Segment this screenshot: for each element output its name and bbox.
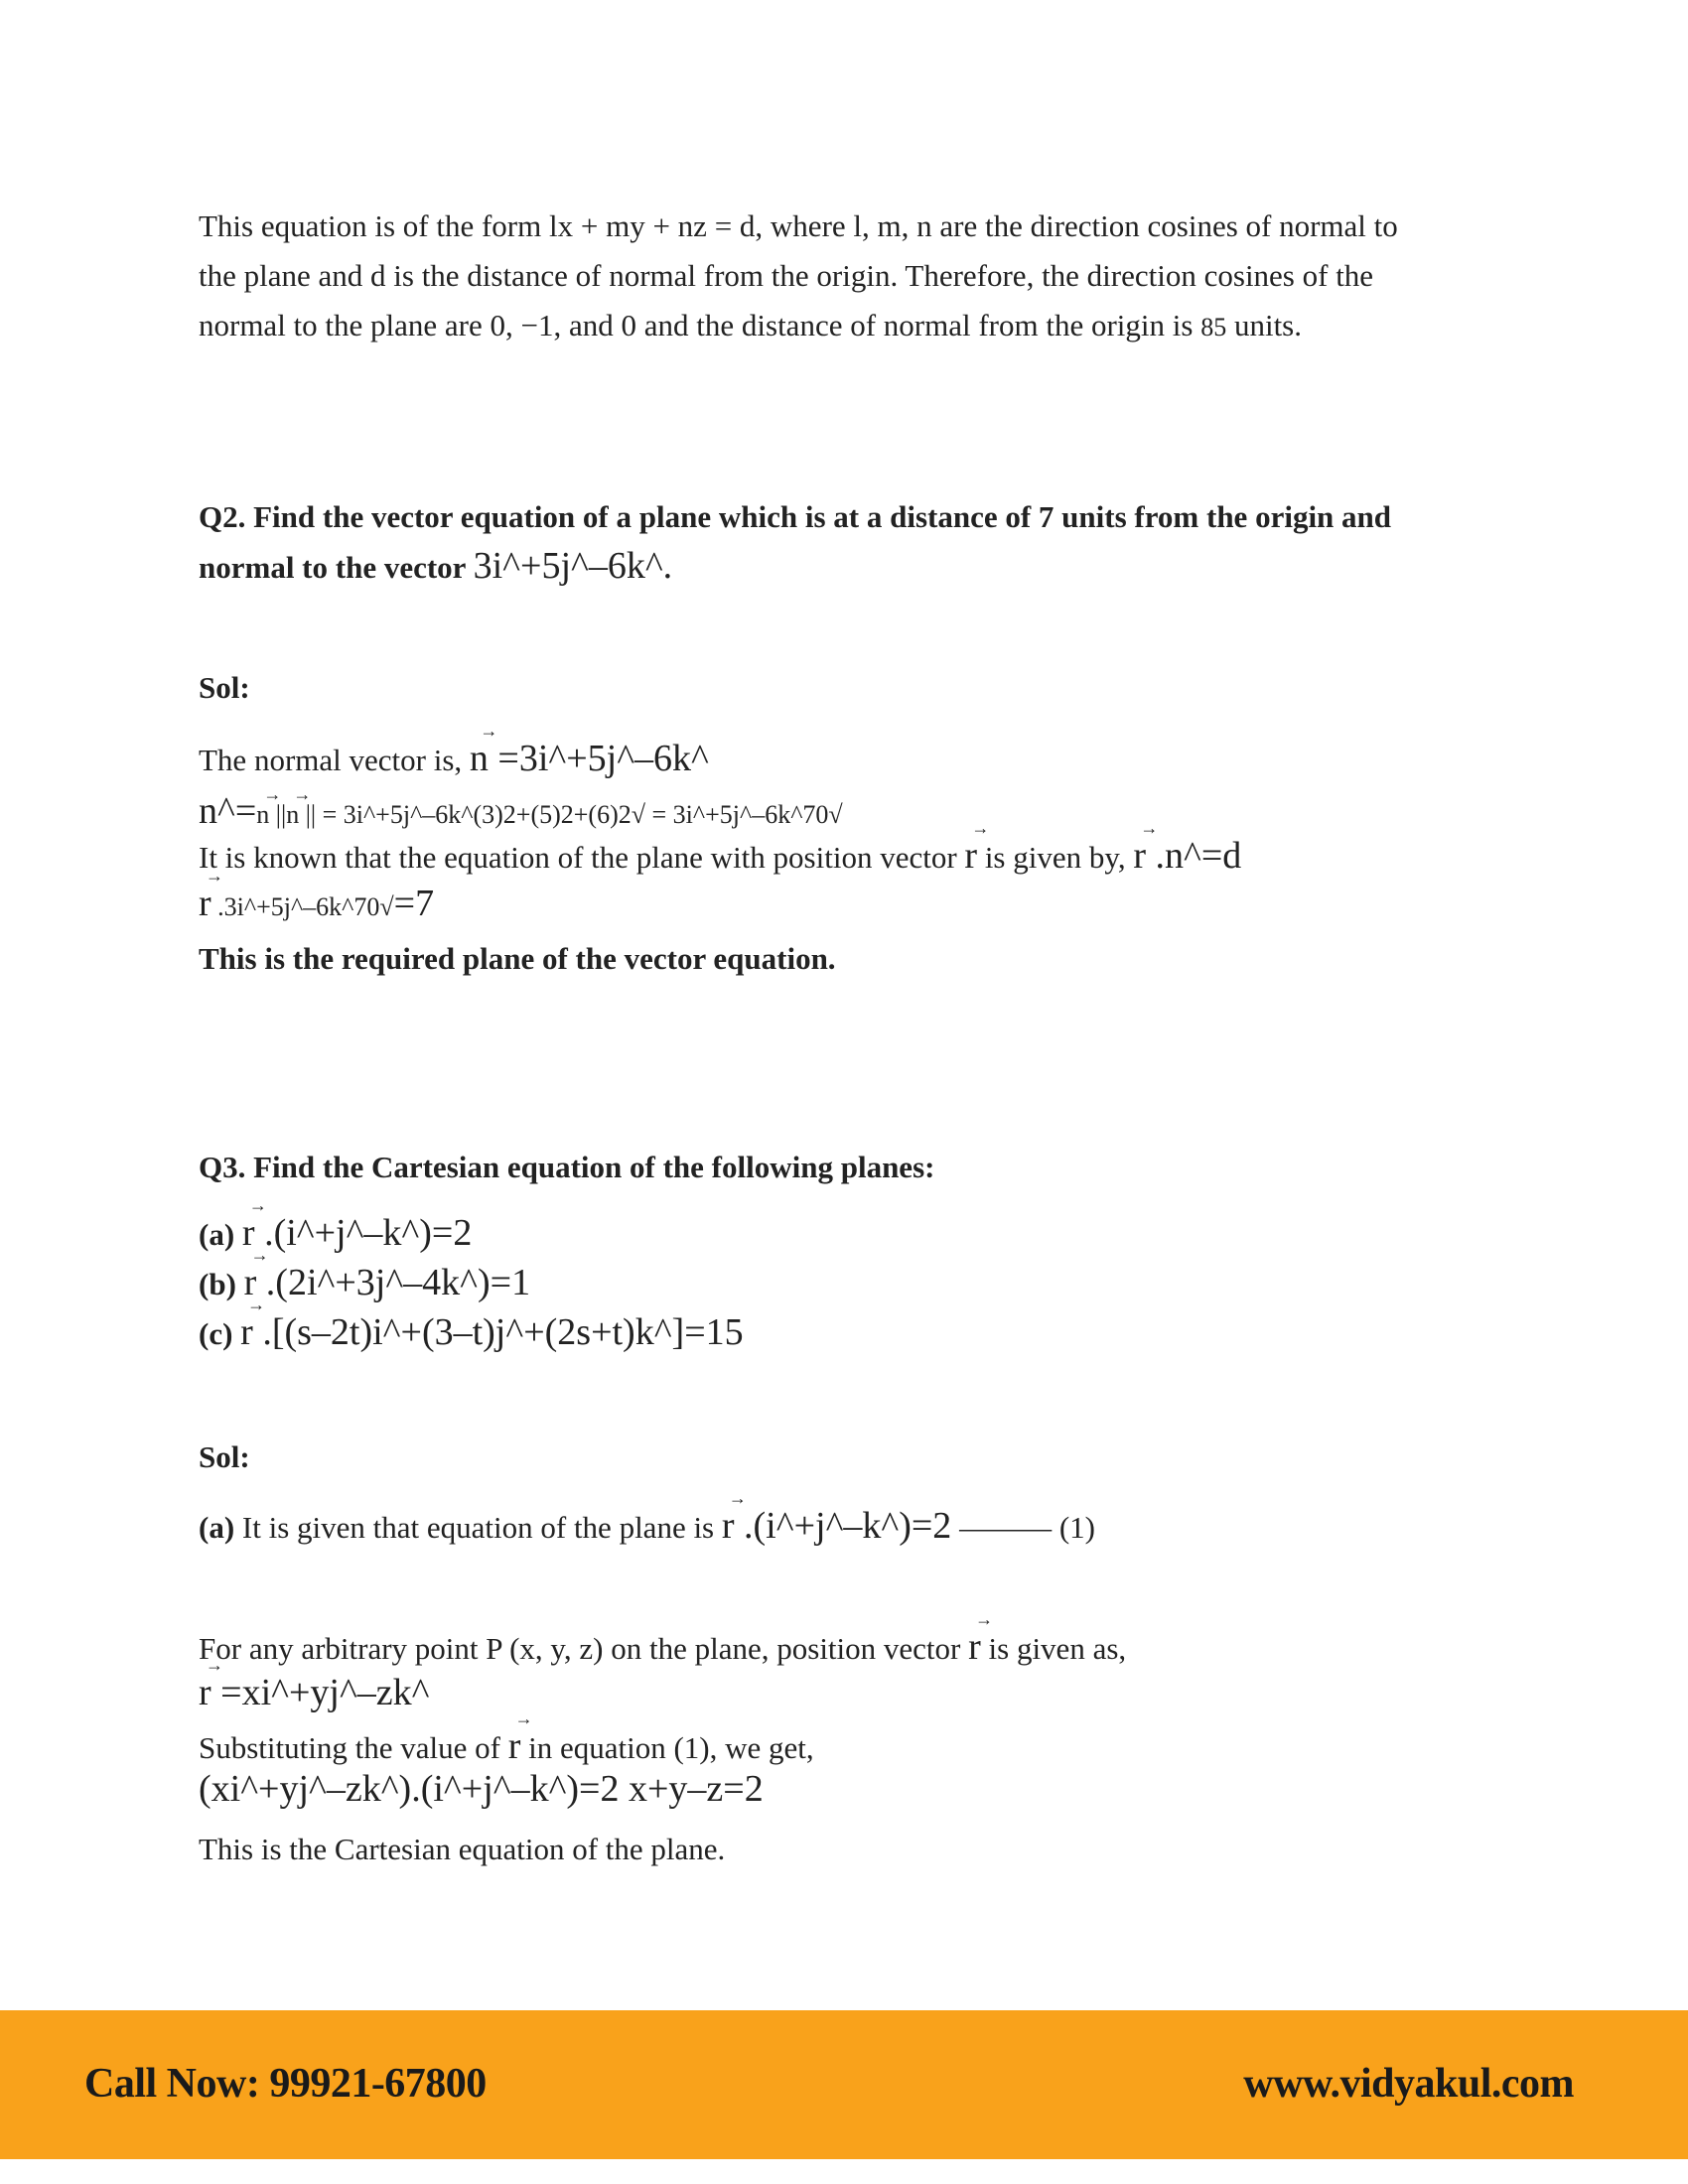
distance-value: 85 — [1200, 313, 1227, 341]
text: || — [269, 800, 287, 829]
q3-title: Q3. Find the Cartesian equation of the following planes: — [199, 1150, 935, 1184]
intro-line-2: the plane and d is the distance of normal from the origin. Therefore, the direction cosines of the — [199, 258, 1374, 293]
unit-normal: n^= — [199, 790, 257, 832]
intro-text-end: units. — [1226, 308, 1302, 342]
q3-sol-line-6: This is the Cartesian equation of the plane. — [199, 1832, 726, 1866]
q3-sol-line-5: (xi^+yj^–zk^).(i^+j^–k^)=2 x+y–z=2 — [199, 1768, 764, 1810]
text: is given by, — [977, 840, 1134, 875]
equation: =3i^+5j^–6k^ — [488, 738, 709, 779]
equation: .(i^+j^–k^)=2 — [254, 1212, 473, 1254]
vector-r: r → — [508, 1724, 521, 1768]
item-label: (c) — [199, 1316, 233, 1351]
q2-sol-line-3 — [199, 834, 1241, 878]
vector-r: r → — [964, 834, 977, 878]
vector-r: r → — [199, 882, 211, 925]
vector-n: n → — [286, 800, 299, 830]
equation-number: ——— (1) — [951, 1510, 1095, 1545]
q2-title-line-1: Q2. Find the vector equation of a plane which is at a distance of 7 units from the origin and — [199, 499, 1392, 534]
website-link[interactable]: www.vidyakul.com — [1243, 2061, 1574, 2107]
vector-r: r → — [1133, 834, 1146, 878]
q3-sol-line-3 — [199, 1671, 430, 1714]
q2-sol-line-2 — [199, 789, 843, 833]
text: is given as, — [980, 1631, 1127, 1666]
vector-n: n → — [256, 800, 269, 830]
q3-sol-heading: Sol: — [199, 1439, 250, 1474]
equation: || = 3i^+5j^–6k^(3)2+(5)2+(6)2√ = 3i^+5j^–6k^70√ — [299, 800, 843, 829]
vector-r: r → — [722, 1504, 735, 1548]
item-label: (a) — [199, 1217, 235, 1252]
vector-r: r → — [199, 1671, 211, 1714]
equation-result: =7 — [393, 883, 435, 924]
text: in equation (1), we get, — [520, 1730, 814, 1765]
intro-line-3 — [199, 308, 1302, 343]
text: It is given that equation of the plane is — [234, 1510, 722, 1545]
equation: =xi^+yj^–zk^ — [211, 1672, 430, 1713]
text: The normal vector is, — [199, 743, 470, 777]
equation: .[(s–2t)i^+(3–t)j^+(2s+t)k^]=15 — [252, 1311, 744, 1353]
q2-sol-line-1 — [199, 737, 709, 780]
q3-sol-line-1 — [199, 1504, 1095, 1548]
text: For any arbitrary point P (x, y, z) on the plane, position vector — [199, 1631, 969, 1666]
text: Substituting the value of — [199, 1730, 508, 1765]
equation: .n^=d — [1146, 835, 1242, 877]
item-label: (a) — [199, 1510, 235, 1545]
vector-r: r → — [240, 1310, 253, 1354]
q2-sol-heading: Sol: — [199, 670, 250, 705]
intro-text: normal to the plane are 0, −1, and 0 and the distance of normal from the origin is — [199, 308, 1201, 342]
equation: .(2i^+3j^–4k^)=1 — [256, 1262, 531, 1303]
equation: .3i^+5j^–6k^70√ — [211, 892, 394, 921]
q3-item-a — [199, 1211, 472, 1255]
vector-n: n → — [470, 737, 489, 780]
q3-sol-line-2 — [199, 1625, 1126, 1669]
q2-text: normal to the vector — [199, 550, 474, 585]
q2-conclusion: This is the required plane of the vector equation. — [199, 941, 836, 976]
q3-sol-line-4 — [199, 1724, 814, 1768]
intro-line-1: This equation is of the form lx + my + nz = d, where l, m, n are the direction cosines of normal to — [199, 208, 1398, 243]
vector-r: r → — [244, 1261, 257, 1304]
vector-r: r → — [242, 1211, 255, 1255]
q2-title-line-2 — [199, 544, 672, 588]
call-now-phone[interactable]: Call Now: 99921-67800 — [84, 2061, 487, 2107]
footer-banner — [0, 2010, 1688, 2159]
q3-item-c — [199, 1310, 744, 1354]
q2-sol-line-4 — [199, 882, 434, 925]
equation: .(i^+j^–k^)=2 — [734, 1505, 952, 1547]
q2-vector: 3i^+5j^–6k^. — [473, 545, 673, 587]
vector-r: r → — [968, 1625, 981, 1669]
item-label: (b) — [199, 1267, 236, 1301]
text: It is known that the equation of the plane with position vector — [199, 840, 965, 875]
